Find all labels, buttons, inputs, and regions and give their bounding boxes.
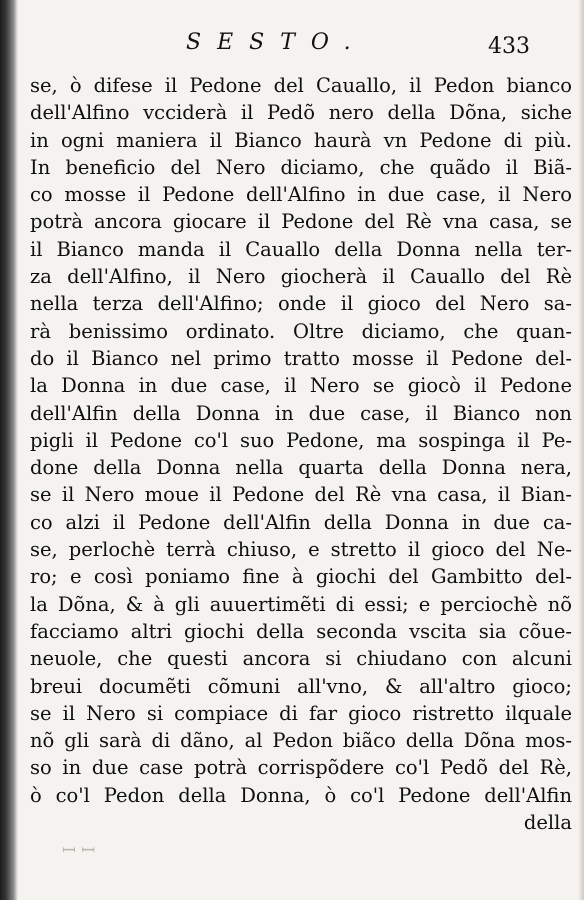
text-line: il Bianco manda il Cauallo della Donna nella ter- xyxy=(30,237,572,261)
text-line: ò co'l Pedon della Donna, ò co'l Pedone dell'Alfin xyxy=(30,783,572,807)
page-number: 433 xyxy=(488,34,530,59)
text-line: in ogni maniera il Bianco haurà vn Pedone di più. xyxy=(30,128,572,152)
binding-shadow xyxy=(0,0,18,900)
text-line: la Donna in due case, il Nero se giocò il Pedone xyxy=(30,374,572,398)
text-line: se il Nero moue il Pedone del Rè vna casa, il Bian- xyxy=(30,483,572,507)
text-line: ro; e così poniamo fine à giochi del Gambitto del- xyxy=(30,565,572,589)
text-line: dell'Alfin della Donna in due case, il Bianco non xyxy=(30,401,572,425)
text-line: nõ gli sarà di dãno, al Pedon biãco della Dõna mos- xyxy=(30,729,572,753)
catchword: della xyxy=(523,811,572,835)
text-line: done della Donna nella quarta della Donna nera, xyxy=(30,456,572,480)
text-line: co alzi il Pedone dell'Alfin della Donna in due ca- xyxy=(30,510,572,534)
text-line: In beneficio del Nero diciamo, che quãdo il Biã- xyxy=(30,155,572,179)
show-through-mark: ꟷ ꟷ xyxy=(62,841,96,861)
text-line: se il Nero si compiace di far gioco ristretto ilquale xyxy=(30,701,572,725)
text-line: nella terza dell'Alfino; onde il gioco del Nero sa- xyxy=(30,292,572,316)
text-line: se, ò difese il Pedone del Cauallo, il Pedon bianco xyxy=(30,74,572,97)
page-edge xyxy=(578,0,584,900)
running-title: SESTO. xyxy=(186,30,367,55)
text-line: so in due case potrà corrispõdere co'l Pedõ del Rè, xyxy=(30,756,572,780)
text-line: se, perlochè terrà chiuso, e stretto il gioco del Ne- xyxy=(30,538,572,562)
text-line: potrà ancora giocare il Pedone del Rè vna casa, se xyxy=(30,210,572,234)
text-line: la Dõna, & à gli auuertimẽti di essi; e perciochè nõ xyxy=(30,592,572,616)
text-line: co mosse il Pedone dell'Alfino in due case, il Nero xyxy=(30,183,572,207)
text-line: dell'Alfino vcciderà il Pedõ nero della Dõna, siche xyxy=(30,101,572,125)
text-line: breui documẽti cõmuni all'vno, & all'altro gioco; xyxy=(30,674,572,698)
text-line: pigli il Pedone co'l suo Pedone, ma sospinga il Pe- xyxy=(30,428,572,452)
text-line: za dell'Alfino, il Nero giocherà il Cauallo del Rè xyxy=(30,265,572,289)
text-line: neuole, che questi ancora si chiudano con alcuni xyxy=(30,647,572,671)
text-line: do il Bianco nel primo tratto mosse il Pedone del- xyxy=(30,346,572,370)
text-line: facciamo altri giochi della seconda vscita sia cõue- xyxy=(30,619,572,643)
text-line: rà benissimo ordinato. Oltre diciamo, che quan- xyxy=(30,319,572,343)
body-text xyxy=(30,72,572,836)
